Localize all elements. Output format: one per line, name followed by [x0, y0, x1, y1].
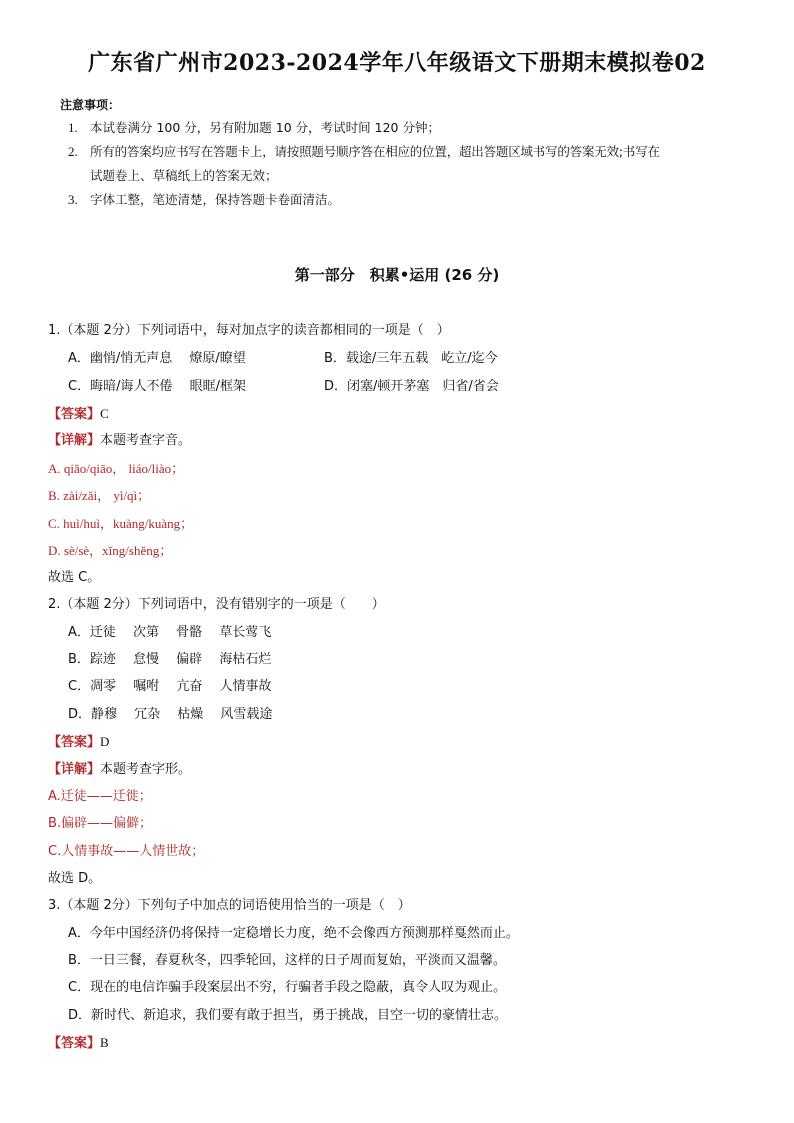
question-option: A．幽悄/悄无声息 燎原/瞭望 [68, 351, 246, 366]
answer-label: 【答案】 [48, 735, 101, 750]
answer-value: D [100, 734, 110, 749]
question-option: B．踪迹 怠慢 偏辟 海枯石烂 [68, 652, 272, 667]
answer-line [48, 404, 109, 425]
explanation-note: A.迁徒——迁徙； [48, 789, 152, 804]
notice-item-3 [68, 188, 748, 212]
detail-text: 本题考查字音。 [100, 433, 192, 448]
explanation-note: D. sè/sè，xǐng/shěng； [48, 543, 173, 558]
notice-text: 本试卷满分 100 分，另有附加题 10 分，考试时间 120 分钟； [90, 120, 440, 135]
explanation-note: C.人情事故——人情世故； [48, 844, 205, 859]
answer-line [48, 1033, 109, 1054]
question-option: C．凋零 嘱咐 亢奋 人情事故 [68, 679, 272, 694]
notice-item-1 [68, 116, 748, 140]
detail-label: 【详解】 [48, 433, 101, 448]
page-title: 广东省广州市2023-2024学年八年级语文下册期末模拟卷02 [88, 50, 706, 76]
answer-line [48, 732, 109, 753]
explanation-note: C. huì/huì，kuàng/kuàng； [48, 516, 194, 531]
notice-text: 所有的答案均应书写在答题卡上，请按照题号顺序答在相应的位置，超出答题区域书写的答案无效;书写在 [90, 144, 660, 159]
question-option: D．新时代、新追求，我们要有敢于担当，勇于挑战，目空一切的豪情壮志。 [68, 1008, 508, 1023]
explanation-note: A. qiǎo/qiāo， liáo/liào； [48, 461, 185, 476]
detail-line [48, 431, 191, 451]
notice-text: 字体工整，笔迹清楚，保持答题卡卷面清洁。 [90, 192, 341, 207]
notice-number: 1. [68, 120, 78, 135]
detail-line [48, 760, 191, 780]
notice-number: 2. [68, 144, 78, 159]
detail-label: 【详解】 [48, 762, 101, 777]
question-stem: 1.（本题 2分）下列词语中，每对加点字的读音都相同的一项是（ ） [48, 323, 450, 338]
answer-label: 【答案】 [48, 1036, 101, 1051]
question-option: C．晦暗/诲人不倦 眼眶/框架 [68, 379, 246, 394]
answer-label: 【答案】 [48, 407, 101, 422]
question-option: B．一日三餐，春夏秋冬，四季轮回，这样的日子周而复始，平淡而又温馨。 [68, 953, 506, 968]
question-option: A．迁徒 次第 骨骼 草长莺飞 [68, 625, 272, 640]
explanation-note: B.偏辟——偏僻； [48, 816, 153, 831]
explanation-note: B. zài/zǎi， yì/qì； [48, 488, 151, 503]
conclusion: 故选 D。 [48, 871, 102, 886]
notice-number: 3. [68, 192, 78, 207]
answer-value: C [100, 406, 109, 421]
answer-value: B [100, 1035, 109, 1050]
question-option: D．闭塞/顿开茅塞 归省/省会 [324, 379, 499, 394]
question-option: A．今年中国经济仍将保持一定稳增长力度，绝不会像西方预测那样戛然而止。 [68, 926, 519, 941]
question-stem: 3.（本题 2分）下列句子中加点的词语使用恰当的一项是（ ） [48, 898, 411, 913]
detail-text: 本题考查字形。 [100, 762, 192, 777]
notice-text-continued: 试题卷上、草稿纸上的答案无效； [90, 168, 278, 183]
notice-heading: 注意事项： [60, 98, 121, 112]
question-option: C．现在的电信诈骗手段案层出不穷，行骗者手段之隐蔽，真令人叹为观止。 [68, 980, 507, 995]
notice-item-2 [68, 140, 748, 188]
section-title: 第一部分 积累•运用 (26 分) [294, 266, 500, 284]
conclusion: 故选 C。 [48, 570, 101, 585]
question-option: B．载途/三年五载 屹立/迄今 [324, 351, 498, 366]
question-option: D．静穆 冗杂 枯燥 风雪载途 [68, 707, 273, 722]
question-stem: 2.（本题 2分）下列词语中，没有错别字的一项是（ ） [48, 597, 385, 612]
